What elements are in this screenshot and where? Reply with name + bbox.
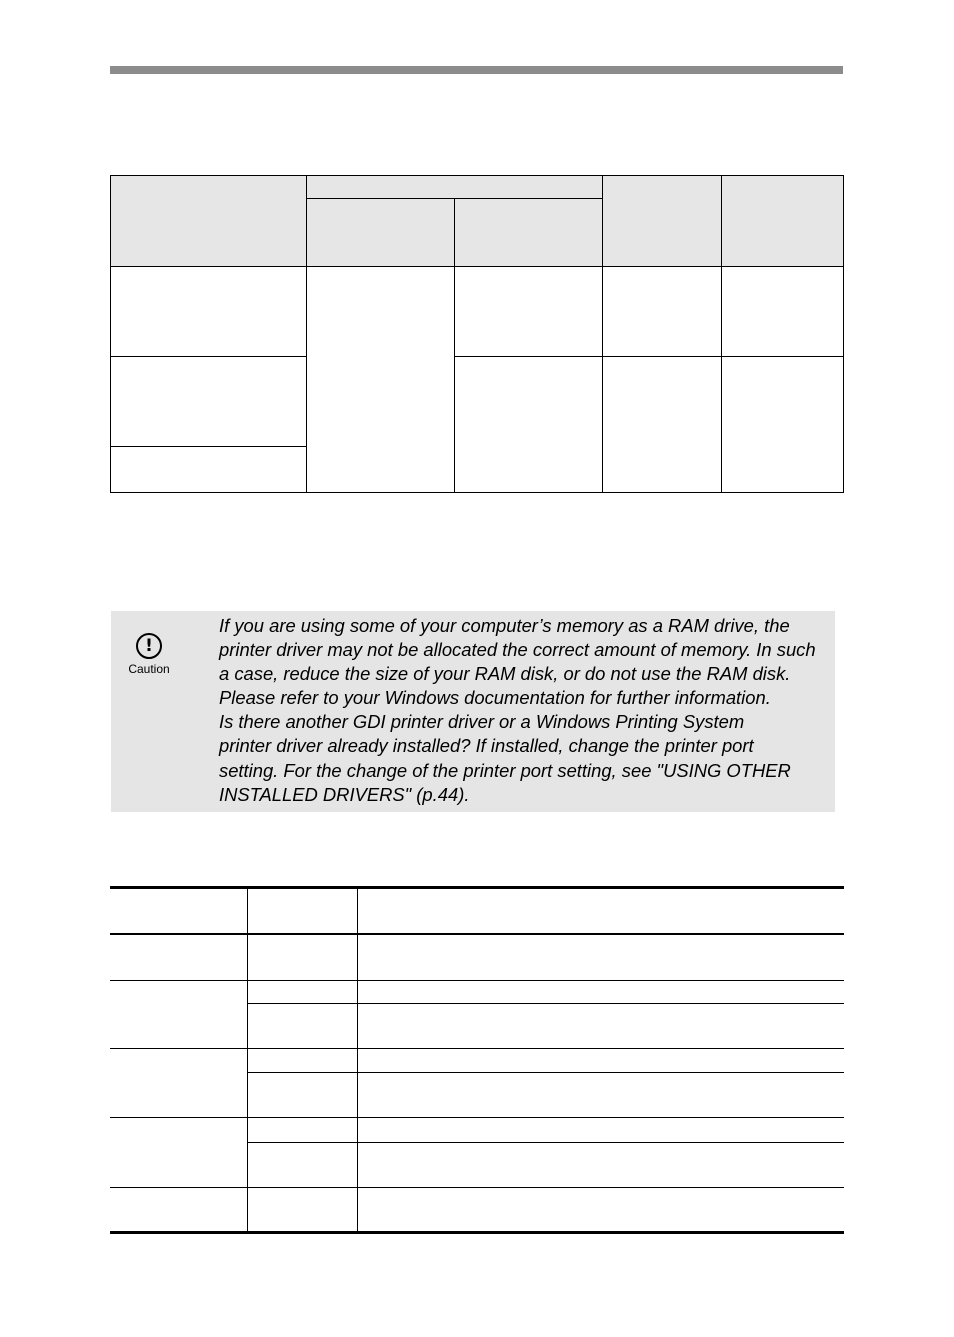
header-cell <box>247 888 357 935</box>
caution-text <box>219 614 831 807</box>
requirements-table <box>110 175 844 493</box>
table-cell <box>357 1048 844 1072</box>
table-cell <box>247 934 357 980</box>
header-cell <box>307 176 603 199</box>
caution-line: Please refer to your Windows documentation for further information. <box>219 687 771 709</box>
table-cell <box>247 1003 357 1048</box>
caution-label: Caution <box>128 662 170 676</box>
header-cell <box>307 199 455 267</box>
table-cell <box>357 1072 844 1117</box>
table-cell <box>247 1072 357 1117</box>
header-cell <box>455 199 603 267</box>
table-cell <box>110 934 247 980</box>
table-cell <box>247 1117 357 1142</box>
table-cell <box>455 267 603 356</box>
table-cell <box>111 446 307 492</box>
table-cell <box>247 980 357 1003</box>
table-cell <box>247 1142 357 1187</box>
table-cell <box>357 980 844 1003</box>
caution-line: a case, reduce the size of your RAM disk, or do not use the RAM disk. <box>219 663 791 685</box>
table-cell <box>603 267 722 356</box>
header-cell <box>603 176 722 267</box>
table-cell <box>110 1117 247 1187</box>
table-cell <box>110 1048 247 1117</box>
table-cell <box>357 934 844 980</box>
header-cell <box>722 176 844 267</box>
caution-icon-group <box>126 633 172 676</box>
table-cell <box>307 267 455 493</box>
table-cell <box>247 1187 357 1232</box>
table-cell <box>111 267 307 356</box>
table-cell <box>357 1187 844 1232</box>
info-table <box>110 886 844 1234</box>
exclamation-icon: ! <box>136 633 162 659</box>
header-cell <box>110 888 247 935</box>
caution-line: Is there another GDI printer driver or a Windows Printing System <box>219 711 745 733</box>
table-cell <box>357 1003 844 1048</box>
table-cell <box>357 1142 844 1187</box>
table-cell <box>110 1187 247 1232</box>
top-rule <box>110 66 843 74</box>
table-cell <box>722 267 844 356</box>
header-cell <box>357 888 844 935</box>
caution-line: printer driver may not be allocated the correct amount of memory. In such <box>219 639 816 661</box>
table-cell <box>110 980 247 1048</box>
table-cell <box>111 356 307 446</box>
caution-line: INSTALLED DRIVERS" (p.44). <box>219 783 470 805</box>
caution-line: setting. For the change of the printer port setting, see "USING OTHER <box>219 759 791 781</box>
table-cell <box>247 1048 357 1072</box>
caution-line: If you are using some of your computer’s memory as a RAM drive, the <box>219 615 790 636</box>
table-cell <box>603 356 722 492</box>
caution-line: printer driver already installed? If installed, change the printer port <box>219 735 754 757</box>
table-cell <box>455 356 603 492</box>
table-cell <box>357 1117 844 1142</box>
table-cell <box>722 356 844 492</box>
header-cell <box>111 176 307 267</box>
